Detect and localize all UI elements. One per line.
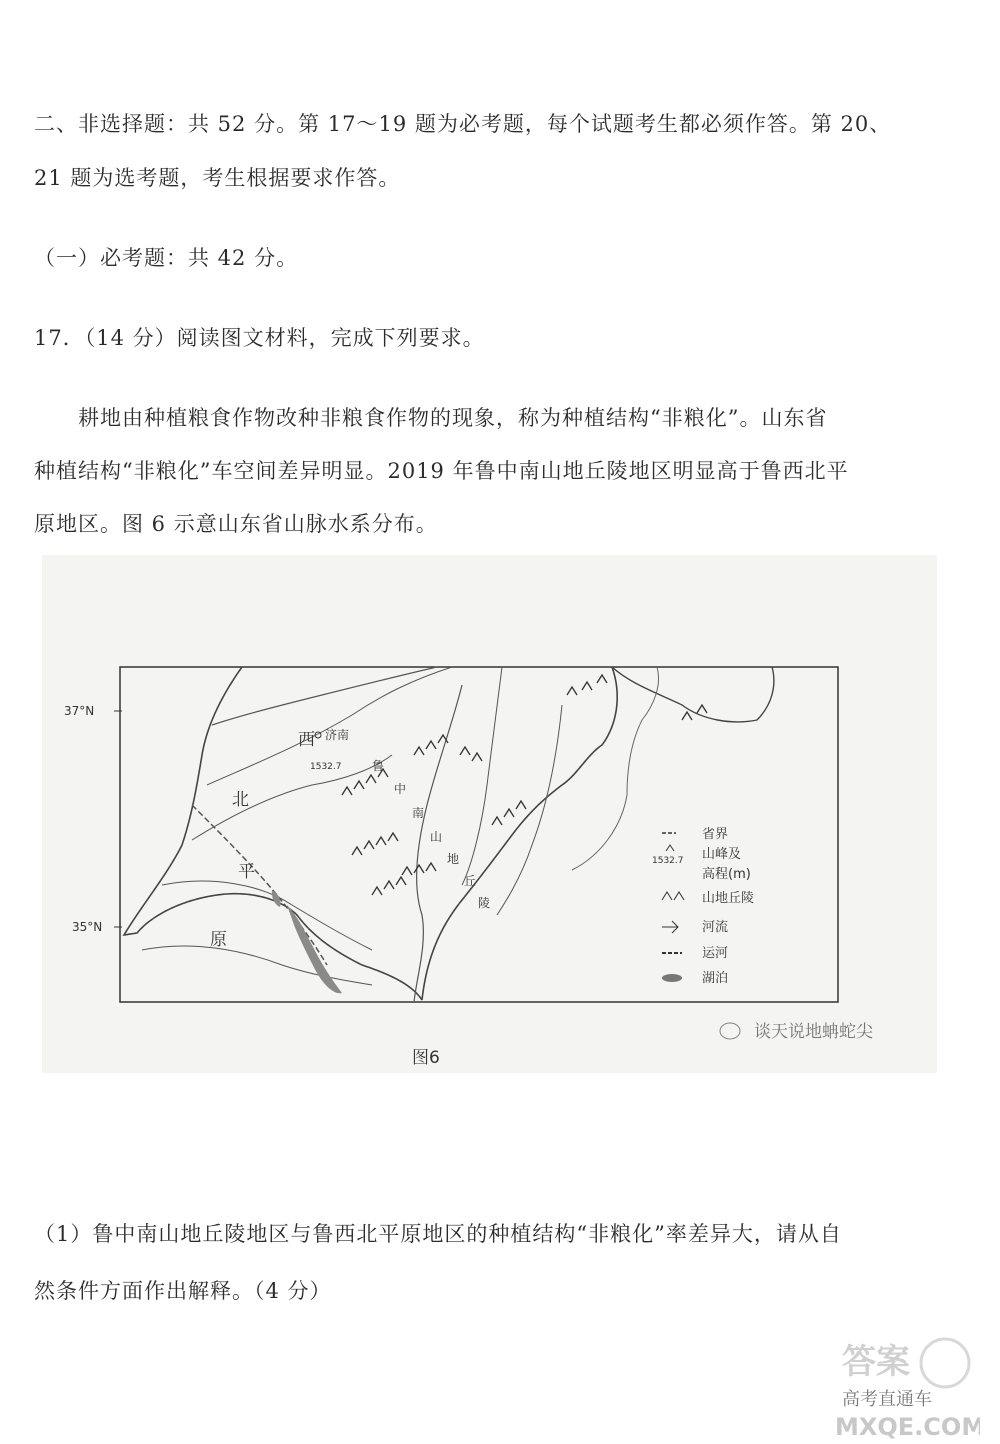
material-text-line-3: 原地区。图 6 示意山东省山脉水系分布。 [34,512,438,536]
legend-river-symbol [662,921,678,933]
question-1-line-2: 然条件方面作出解释。（4 分） [34,1279,332,1303]
river-3 [192,755,392,840]
stamp-text-top: 答案 [842,1342,910,1382]
legend-label-7: 湖泊 [702,971,729,986]
jinan-label: 济南 [325,728,350,742]
region-c-char-2: 中 [394,782,407,796]
section-heading: 二、非选择题：共 52 分。第 17～19 题为必考题，每个试题考生都必须作答。第 20、 [34,112,892,136]
legend-label-4: 山地丘陵 [702,891,755,906]
material-text-line-1: 耕地由种植粮食作物改种非粮食作物的现象，称为种植结构“非粮化”。山东省 [78,406,828,430]
material-text-line-2: 种植结构“非粮化”车空间差异明显。2019 年鲁中南山地丘陵地区明显高于鲁西北平 [34,459,849,483]
stamp-text-bottom: MXQE.COM [835,1413,980,1440]
region-c-char-1: 鲁 [372,759,385,773]
subsection-heading: （一）必考题：共 42 分。 [34,246,299,270]
legend-peak-elevation: 1532.7 [652,856,684,866]
wechat-icon [720,1023,740,1039]
figure-caption: 图6 [412,1048,440,1068]
region-c-char-4: 山 [430,830,443,844]
river-sw [162,881,372,950]
region-c-char-3: 南 [412,806,425,820]
legend-mountain-symbol [662,892,684,900]
shu-river [462,667,502,885]
legend-label-1: 省界 [702,827,729,842]
region-nw-char-4: 原 [210,930,227,950]
yellow-river [212,667,437,725]
peninsula-coast [612,667,774,722]
lat-37-label: 37°N [64,704,95,718]
wei-river [497,705,562,915]
province-border [124,667,617,1000]
figure-6-map [42,555,937,1073]
peak-elevation: 1532.7 [310,762,342,772]
legend-label-5: 河流 [702,920,729,935]
legend-label-6: 运河 [702,946,729,961]
map-svg [42,555,937,1073]
region-nw-char-2: 北 [232,790,249,810]
region-c-char-6: 丘 [464,874,477,888]
peninsula-river [572,667,659,870]
site-stamp-logo [830,1325,980,1440]
map-frame [120,667,838,1002]
legend-lake-symbol [662,974,682,982]
legend-label-3: 高程(m) [702,867,751,882]
dongping-lake [272,890,281,907]
stamp-circle [921,1339,969,1387]
watermark [720,1022,873,1042]
section-heading-cont: 21 题为选考题，考生根据要求作答。 [34,166,401,190]
map-legend [652,826,754,986]
region-c-char-7: 陵 [478,896,491,910]
region-c-char-5: 地 [447,852,460,866]
lat-35-label: 35°N [72,920,103,934]
region-nw-char-3: 平 [238,862,255,882]
stamp-text-mid: 高考直通车 [842,1389,932,1410]
question-1-line-1: （1）鲁中南山地丘陵地区与鲁西北平原地区的种植结构“非粮化”率差异大，请从自 [34,1222,842,1246]
region-nw-char-1: 西 [298,730,315,750]
legend-label-2: 山峰及 [702,847,742,862]
question-17-title: 17．（14 分）阅读图文材料，完成下列要求。 [34,326,485,350]
legend-peak-symbol [666,845,674,851]
watermark-text: 谈天说地蚺蛇尖 [754,1022,873,1042]
